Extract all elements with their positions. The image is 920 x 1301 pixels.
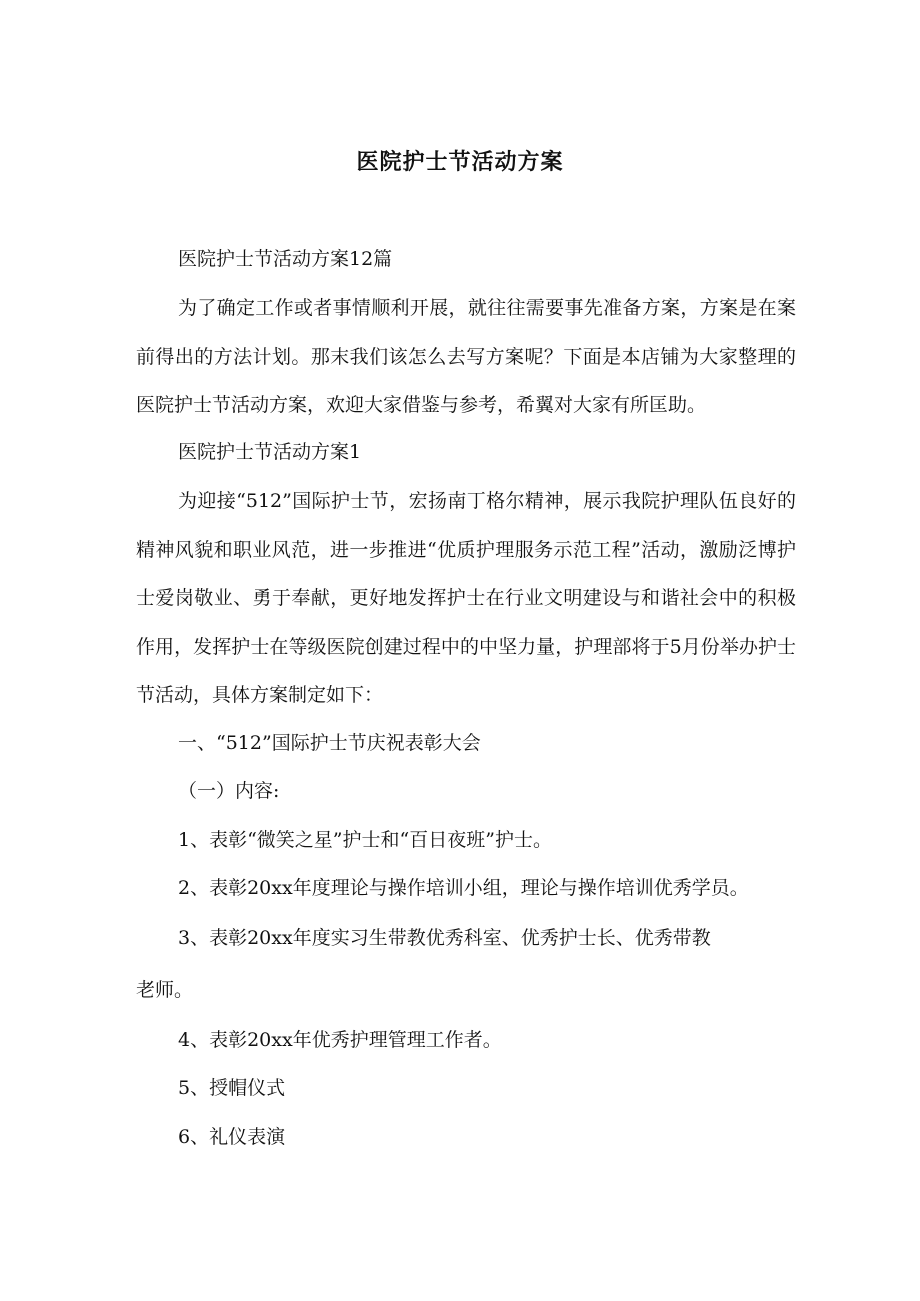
list-item-continuation: 老师。 [136, 979, 194, 1001]
section-body-paragraph: 为迎接“512”国际护士节，宏扬南丁格尔精神，展示我院护理队伍良好的精神风貌和职业风范，进一步推进“优质护理服务示范工程”活动，激励泛博护士爱岗敬业、勇于奉献，更好地发挥护士在行业文明建设与和谐社会中的积极作用，发挥护士在等级医院创建过程中的中坚力量，护理部将于5月份举办护士节活动，具体方案制定如下： [136, 490, 796, 706]
part-heading: 一、“512”国际护士节庆祝表彰大会 [178, 732, 481, 754]
list-item: 1、表彰“微笑之星”护士和“百日夜班”护士。 [178, 829, 552, 851]
list-item: 5、授帽仪式 [178, 1077, 286, 1099]
document-title: 医院护士节活动方案 [356, 149, 564, 175]
section-heading: 医院护士节活动方案1 [178, 441, 362, 463]
list-item: 4、表彰20xx年优秀护理管理工作者。 [178, 1029, 502, 1051]
list-item: 6、礼仪表演 [178, 1126, 286, 1148]
list-item: 3、表彰20xx年度实习生带教优秀科室、优秀护士长、优秀带教 [178, 927, 711, 949]
intro-paragraph: 为了确定工作或者事情顺利开展，就往往需要事先准备方案，方案是在案前得出的方法计划。那末我们该怎么去写方案呢？下面是本店铺为大家整理的医院护士节活动方案，欢迎大家借鉴与参考，希翼对大家有所匡助。 [136, 297, 796, 416]
list-item: 2、表彰20xx年度理论与操作培训小组，理论与操作培训优秀学员。 [178, 877, 749, 899]
content-label: （一）内容: [178, 780, 280, 802]
document-subtitle: 医院护士节活动方案12篇 [178, 248, 393, 270]
